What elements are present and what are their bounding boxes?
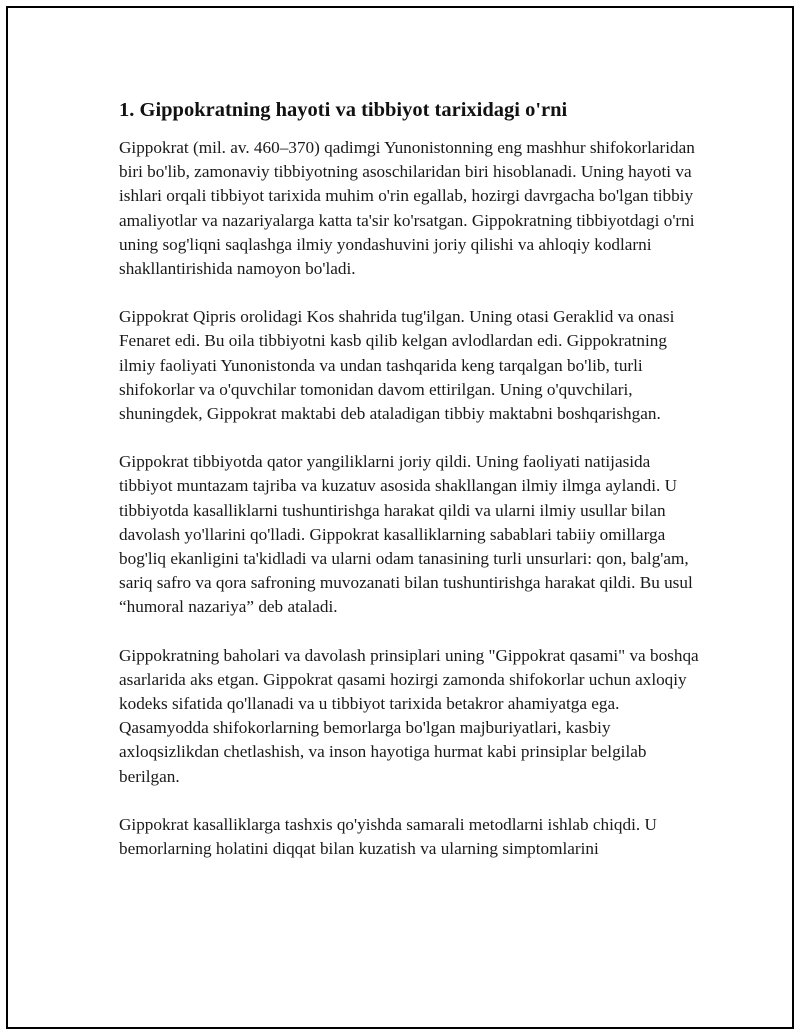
document-page bbox=[6, 6, 794, 1029]
paragraph-innovations: Gippokrat tibbiyotda qator yangiliklarni joriy qildi. Uning faoliyati natijasida tibbiyot muntazam tajriba va kuzatuv asosida shakllangan ilmiy ilmga aylandi. U tibbiyotda kasalliklarni tushuntirishga harakat qildi va ularni ilmiy usullar bilan davolash yo'llarini qo'lladi. Gippokrat kasalliklarning sabablari tabiiy omillarga bog'liq ekanligini ta'kidladi va ularni odam tanasining turli unsurlari: qon, balg'am, sariq safro va qora safroning muvozanati bilan tushuntirishga harakat qildi. Bu usul “humoral nazariya” deb ataladi. bbox=[119, 452, 693, 617]
document-content bbox=[119, 96, 703, 885]
paragraph-intro: Gippokrat (mil. av. 460–370) qadimgi Yunonistonning eng mashhur shifokorlaridan biri bo'lib, zamonaviy tibbiyotning asoschilaridan biri hisoblanadi. Uning hayoti va ishlari orqali tibbiyot tarixida muhim o'rin egallab, hozirgi davrgacha bo'lgan tibbiy amaliyotlar va nazariyalarga katta ta'sir ko'rsatgan. Gippokratning tibbiyotdagi o'rni uning sog'liqni saqlashga ilmiy yondashuvini joriy qilishi va ahloqiy kodlarni shakllantirishida namoyon bo'ladi. bbox=[119, 138, 695, 279]
section-heading: 1. Gippokratning hayoti va tibbiyot tarixidagi o'rni bbox=[119, 99, 568, 121]
paragraph-biography: Gippokrat Qipris orolidagi Kos shahrida tug'ilgan. Uning otasi Geraklid va onasi Fenaret edi. Bu oila tibbiyotni kasb qilib kelgan avlodlardan edi. Gippokratning ilmiy faoliyati Yunonistonda va undan tashqarida keng tarqalgan bo'lib, turli shifokorlar va o'quvchilar tomonidan davom ettirilgan. Uning o'quvchilari, shuningdek, Gippokrat maktabi deb ataladigan tibbiy maktabni boshqarishgan. bbox=[119, 307, 675, 424]
paragraph-oath: Gippokratning baholari va davolash prinsiplari uning "Gippokrat qasami" va boshqa asarlarida aks etgan. Gippokrat qasami hozirgi zamonda shifokorlar uchun axloqiy kodeks sifatida qo'llanadi va u tibbiyot tarixida betakror ahamiyatga ega. Qasamyodda shifokorlarning bemorlarga bo'lgan majburiyatlari, kasbiy axloqsizlikdan chetlashish, va inson hayotiga hurmat kabi prinsiplar belgilab berilgan. bbox=[119, 645, 699, 786]
paragraph-diagnosis: Gippokrat kasalliklarga tashxis qo'yishda samarali metodlarni ishlab chiqdi. U bemorlarning holatini diqqat bilan kuzatish va ularning simptomlarini bbox=[119, 814, 657, 859]
